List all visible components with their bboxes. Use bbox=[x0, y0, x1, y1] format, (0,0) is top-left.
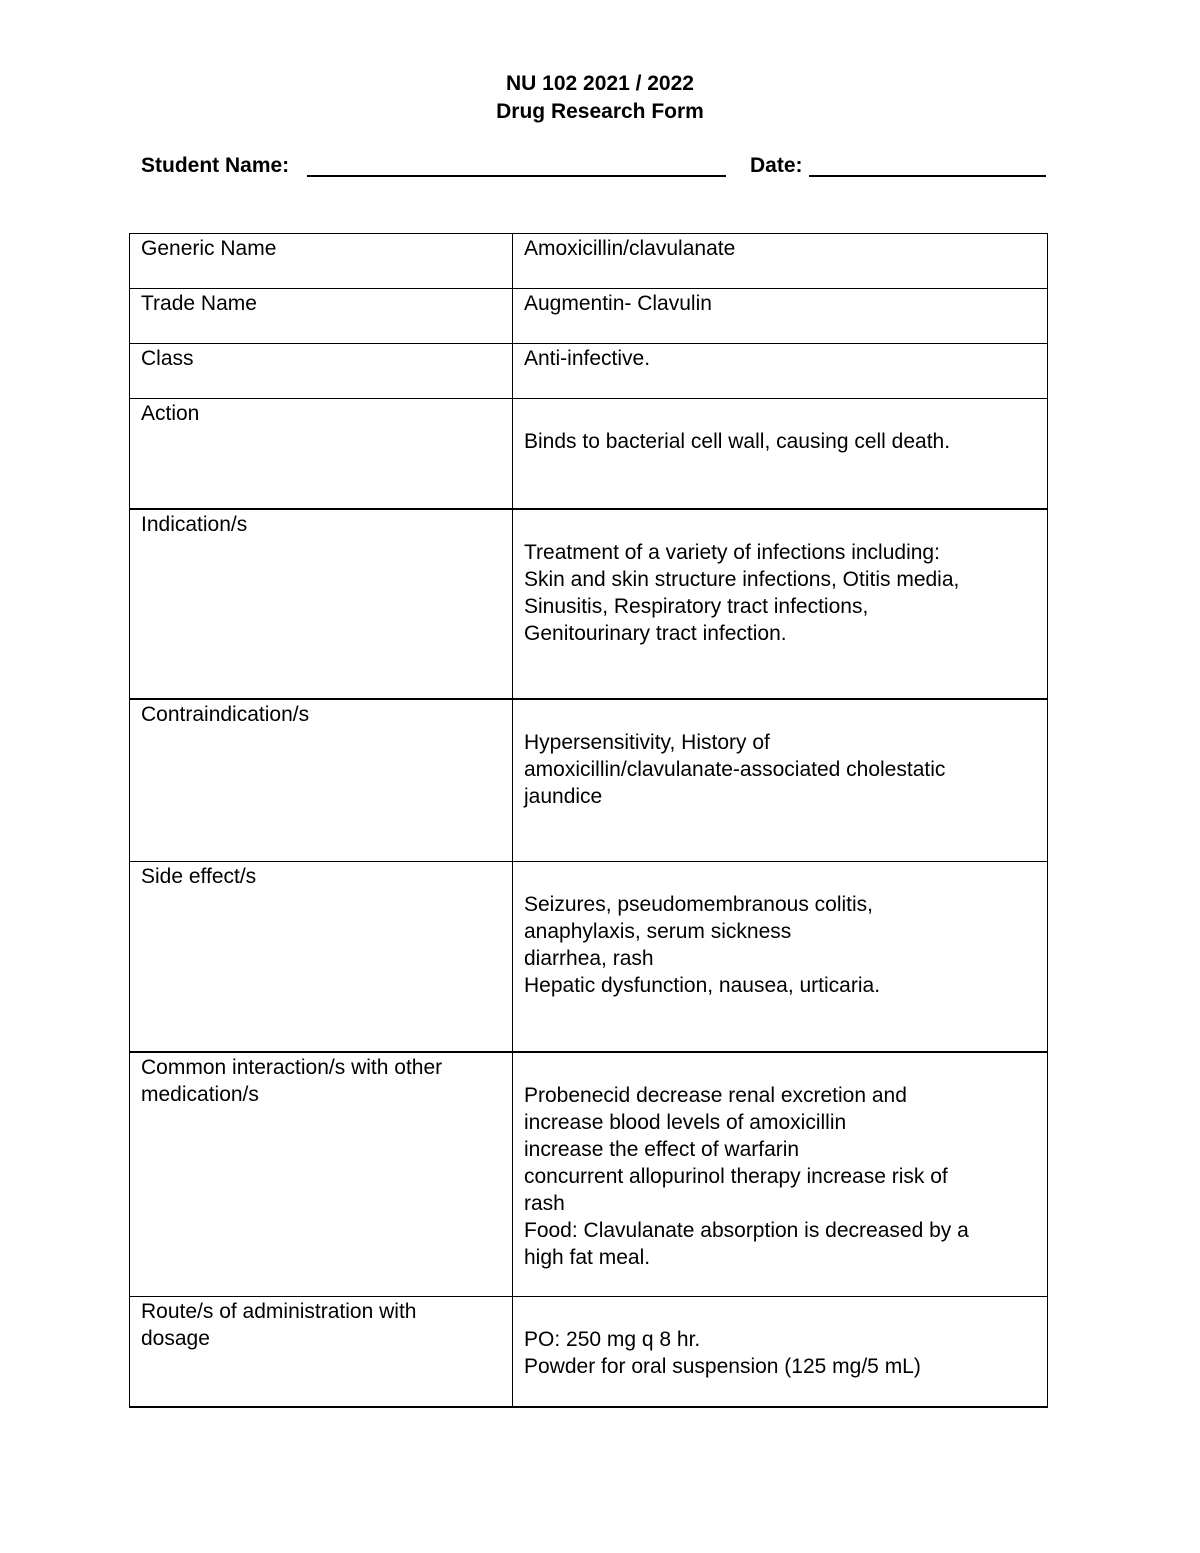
row-label: Common interaction/s with other medication/s bbox=[130, 1052, 513, 1297]
table-row-side-effects bbox=[130, 862, 1048, 1052]
row-label: Class bbox=[130, 344, 513, 399]
table-row-class bbox=[130, 344, 1048, 399]
date-field[interactable] bbox=[750, 152, 1046, 182]
date-label: Date: bbox=[750, 154, 803, 177]
student-info-fields bbox=[141, 152, 1081, 182]
table-row-generic-name bbox=[130, 234, 1048, 289]
row-label: Trade Name bbox=[130, 289, 513, 344]
row-label: Route/s of administration with dosage bbox=[130, 1297, 513, 1407]
student-name-blank-line[interactable] bbox=[307, 175, 726, 177]
course-title: NU 102 2021 / 2022 bbox=[506, 72, 694, 95]
table-row-action bbox=[130, 399, 1048, 509]
row-value: Binds to bacterial cell wall, causing cell death. bbox=[513, 399, 1048, 509]
table-row-trade-name bbox=[130, 289, 1048, 344]
row-value: Amoxicillin/clavulanate bbox=[513, 234, 1048, 289]
row-value: Augmentin- Clavulin bbox=[513, 289, 1048, 344]
table-row-contraindications bbox=[130, 699, 1048, 862]
table-row-route-dosage bbox=[130, 1297, 1048, 1407]
row-value: Treatment of a variety of infections including: Skin and skin structure infections, Otitis media, Sinusitis, Respiratory tract infections, Genitourinary tract infection. bbox=[513, 509, 1048, 699]
row-label: Contraindication/s bbox=[130, 699, 513, 862]
table-row-indications bbox=[130, 509, 1048, 699]
row-label: Indication/s bbox=[130, 509, 513, 699]
date-blank-line[interactable] bbox=[809, 175, 1046, 177]
row-value: Seizures, pseudomembranous colitis, anaphylaxis, serum sickness diarrhea, rash Hepatic dysfunction, nausea, urticaria. bbox=[513, 862, 1048, 1052]
row-value: PO: 250 mg q 8 hr. Powder for oral suspension (125 mg/5 mL) bbox=[513, 1297, 1048, 1407]
student-name-label: Student Name: bbox=[141, 154, 290, 177]
drug-research-table bbox=[129, 233, 1048, 1408]
form-title: Drug Research Form bbox=[496, 100, 704, 123]
row-label: Action bbox=[130, 399, 513, 509]
row-label: Generic Name bbox=[130, 234, 513, 289]
table-row-interactions bbox=[130, 1052, 1048, 1297]
row-value: Probenecid decrease renal excretion and increase blood levels of amoxicillin increase the effect of warfarin concurrent allopurinol therapy increase risk of rash Food: Clavulanate absorption is decreased by a high fat meal. bbox=[513, 1052, 1048, 1297]
form-header bbox=[0, 70, 1200, 126]
row-label: Side effect/s bbox=[130, 862, 513, 1052]
row-value: Anti-infective. bbox=[513, 344, 1048, 399]
student-name-field[interactable] bbox=[141, 152, 726, 182]
row-value: Hypersensitivity, History of amoxicillin/clavulanate-associated cholestatic jaundice bbox=[513, 699, 1048, 862]
